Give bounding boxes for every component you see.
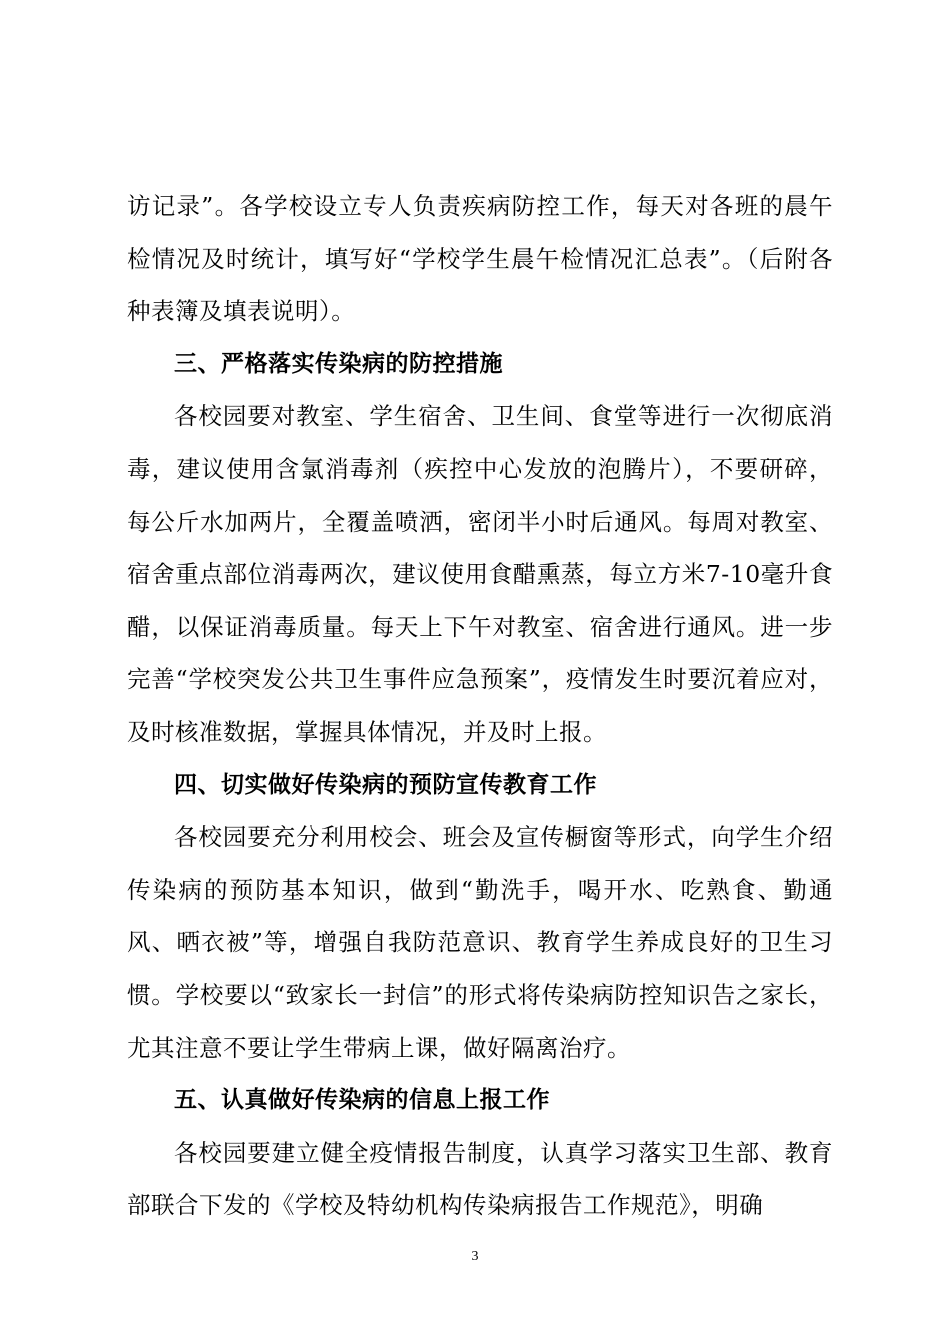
document-body [127,180,833,1232]
paragraph-education: 各校园要充分利用校会、班会及宣传橱窗等形式，向学生介绍传染病的预防基本知识，做到“勤洗手，喝开水、吃熟食、勤通风、晒衣被”等，增强自我防范意识、教育学生养成良好的卫生习惯。学校要以“致家长一封信”的形式将传染病防控知识告之家长，尤其注意不要让学生带病上课，做好隔离治疗。 [127,823,833,1062]
page-number: 3 [471,1249,479,1264]
section-heading-3: 三、严格落实传染病的防控措施 [174,350,503,377]
section-heading-5: 五、认真做好传染病的信息上报工作 [174,1087,550,1114]
paragraph-reporting: 各校园要建立健全疫情报告制度，认真学习落实卫生部、教育部联合下发的《学校及特幼机构传染病报告工作规范》，明确 [127,1138,833,1220]
section-heading-4: 四、切实做好传染病的预防宣传教育工作 [174,771,597,798]
paragraph-disinfection: 各校园要对教室、学生宿舍、卫生间、食堂等进行一次彻底消毒，建议使用含氯消毒剂（疾控中心发放的泡腾片），不要研碎，每公斤水加两片，全覆盖喷洒，密闭半小时后通风。每周对教室、宿舍重点部位消毒两次，建议使用食醋熏蒸，每立方米7-10毫升食醋，以保证消毒质量。每天上下午对教室、宿舍进行通风。进一步完善“学校突发公共卫生事件应急预案”，疫情发生时要沉着应对，及时核准数据，掌握具体情况，并及时上报。 [127,402,833,746]
paragraph-continued: 访记录”。各学校设立专人负责疾病防控工作，每天对各班的晨午检情况及时统计，填写好“学校学生晨午检情况汇总表”。（后附各种表簿及填表说明）。 [127,192,833,326]
